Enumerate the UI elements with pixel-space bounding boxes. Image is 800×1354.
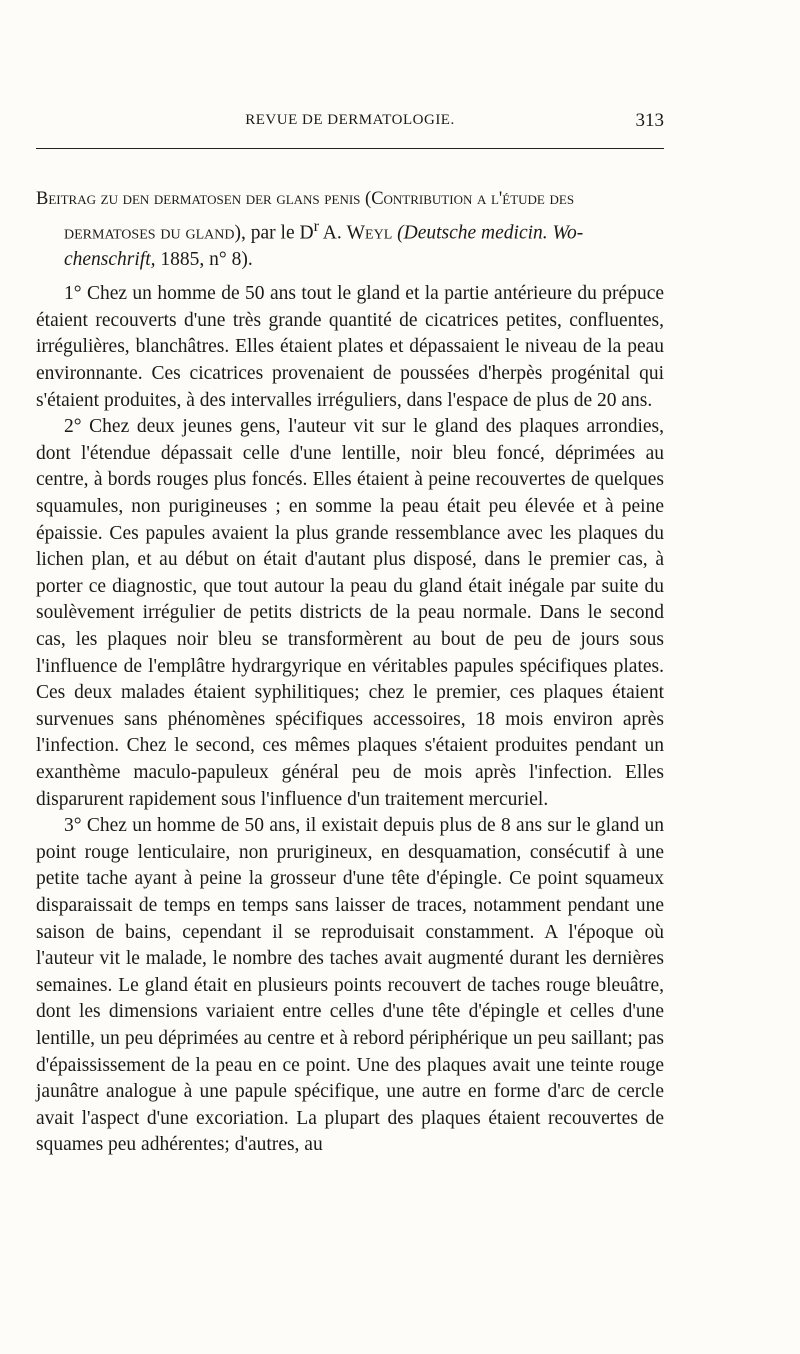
paragraph-1: 1° Chez un homme de 50 ans tout le gland et la partie antérieure du prépuce étaient recouverts d'une très grande quantité de cicatrices petites, confluentes, irrégulières, blanchâtres. Elles étaient plates et dépassaient le niveau de la peau environnante. Ces cicatrices provenaient de poussées d'herpès progénital qui s'étaient produites, à des intervalles irréguliers, dans l'espace de plus de 20 ans.: [36, 283, 664, 411]
running-head: REVUE DE DERMATOLOGIE.: [245, 112, 455, 128]
heading-by: par le D: [245, 222, 314, 244]
heading-continuation: [36, 213, 664, 274]
paragraph-2: 2° Chez deux jeunes gens, l'auteur vit sur le gland des plaques arrondies, dont l'étendue dépassait celle d'une lentille, noir bleu foncé, déprimées au centre, à bords rouges plus foncés. Elles étaient à peine recouvertes de quelques squamules, non purigineuses ; en somme la peau était peu élevée et à peine épaissie. Ces papules avaient la plus grande ressemblance avec les plaques du lichen plan, et au début on était d'autant plus disposé, dans le premier cas, à porter ce diagnostic, que tout autour la peau du gland était inégale par suite du soulèvement irrégulier de petits districts de la peau normale. Dans le second cas, les plaques noir bleu se transformèrent au bout de peu de jours sous l'influence de l'emplâtre hydrargyrique en véritables papules spécifiques plates. Ces deux malades étaient syphilitiques; chez le premier, ces plaques étaient survenues sans phénomènes spécifiques accessoires, 18 mois environ après l'infection. Chez le second, ces mêmes plaques s'étaient produites pendant un exanthème maculo-papuleux général peu de mois après l'infection. Elles disparurent rapidement sous l'influence d'un traitement mercuriel.: [36, 416, 664, 810]
heading-author: Weyl: [346, 222, 393, 244]
header-rule: [36, 148, 664, 149]
heading-doctor-sup: r: [313, 216, 319, 235]
heading-citation: 1885, n° 8).: [155, 248, 253, 270]
paragraph-3: 3° Chez un homme de 50 ans, il existait depuis plus de 8 ans sur le gland un point rouge lenticulaire, non prurigineux, en desquamation, consécutif à une petite tache ayant à peine la grosseur d'une tête d'épingle. Ce point squameux disparaissait de temps en temps sans laisser de traces, notamment pendant une saison de bains, cependant il se reproduisait constamment. A l'époque où l'auteur vit le malade, le nombre des taches avait augmenté durant les dernières semaines. Le gland était en plusieurs points recouvert de taches rouge bleuâtre, dont les dimensions variaient entre celles d'une tête d'épingle et celles d'une lentille, un peu déprimées au centre et à rebord périphérique un peu saillant; pas d'épaississement de la peau en ce point. Une des plaques avait une teinte rouge jaunâtre analogue à une papule spécifique, une autre en forme d'arc de cercle avait l'aspect d'une excoriation. La plupart des plaques étaient recouvertes de squames peu adhérentes; d'autres, au: [36, 815, 664, 1156]
page-header: [36, 112, 664, 134]
heading-journal-cont: chenschrift,: [64, 248, 156, 270]
article-heading: [36, 186, 664, 273]
heading-small-caps: dermatoses du gland),: [64, 222, 246, 244]
heading-line-1: Beitrag zu den dermatosen der glans penis (Contribution a l'étude des: [36, 189, 575, 209]
page-number: 313: [635, 110, 664, 131]
heading-author-initial: A.: [318, 222, 347, 244]
article-body: [36, 186, 664, 1159]
heading-journal: (Deutsche medicin. Wo-: [392, 222, 584, 244]
